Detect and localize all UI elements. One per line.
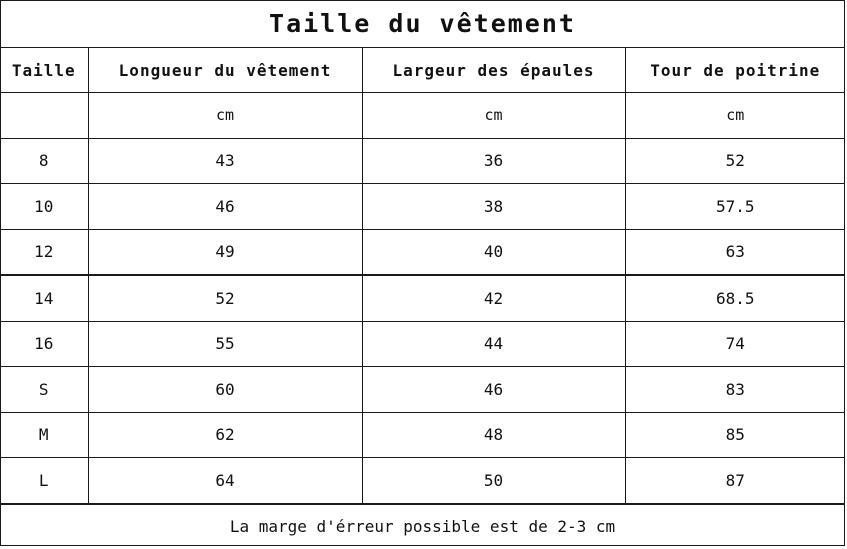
size-cell: 16 <box>0 321 88 367</box>
tolerance-note: La marge d'érreur possible est de 2-3 cm <box>1 504 844 549</box>
unit-cell-length: cm <box>88 93 362 139</box>
table-row <box>0 321 845 367</box>
header-cell-length: Longueur du vêtement <box>88 48 362 93</box>
size-cell: S <box>0 367 88 413</box>
shoulder-cell: 48 <box>362 412 625 458</box>
chart-title: Taille du vêtement <box>1 1 844 48</box>
shoulder-cell: 40 <box>362 229 625 275</box>
header-cell-size: Taille <box>0 48 88 93</box>
chest-cell: 83 <box>625 367 845 413</box>
header-cell-chest: Tour de poitrine <box>625 48 845 93</box>
size-cell: 14 <box>0 275 88 321</box>
length-cell: 60 <box>88 367 362 413</box>
shoulder-cell: 44 <box>362 321 625 367</box>
header-cell-shoulder: Largeur des épaules <box>362 48 625 93</box>
size-table <box>0 48 845 504</box>
length-cell: 43 <box>88 138 362 184</box>
shoulder-cell: 50 <box>362 458 625 504</box>
chest-cell: 57.5 <box>625 184 845 230</box>
table-row <box>0 367 845 413</box>
unit-cell-chest: cm <box>625 93 845 139</box>
unit-row <box>0 93 845 139</box>
unit-cell-shoulder: cm <box>362 93 625 139</box>
size-cell: 12 <box>0 229 88 275</box>
chest-cell: 52 <box>625 138 845 184</box>
length-cell: 49 <box>88 229 362 275</box>
length-cell: 46 <box>88 184 362 230</box>
size-cell: 8 <box>0 138 88 184</box>
table-row <box>0 275 845 321</box>
table-row <box>0 184 845 230</box>
shoulder-cell: 42 <box>362 275 625 321</box>
length-cell: 52 <box>88 275 362 321</box>
chest-cell: 63 <box>625 229 845 275</box>
size-cell: L <box>0 458 88 504</box>
length-cell: 64 <box>88 458 362 504</box>
size-cell: M <box>0 412 88 458</box>
shoulder-cell: 46 <box>362 367 625 413</box>
table-row <box>0 229 845 275</box>
table-row <box>0 412 845 458</box>
chest-cell: 85 <box>625 412 845 458</box>
length-cell: 62 <box>88 412 362 458</box>
shoulder-cell: 38 <box>362 184 625 230</box>
chest-cell: 68.5 <box>625 275 845 321</box>
unit-cell-size <box>0 93 88 139</box>
table-row <box>0 458 845 504</box>
size-cell: 10 <box>0 184 88 230</box>
shoulder-cell: 36 <box>362 138 625 184</box>
length-cell: 55 <box>88 321 362 367</box>
table-row <box>0 138 845 184</box>
header-row <box>0 48 845 93</box>
chest-cell: 74 <box>625 321 845 367</box>
chest-cell: 87 <box>625 458 845 504</box>
